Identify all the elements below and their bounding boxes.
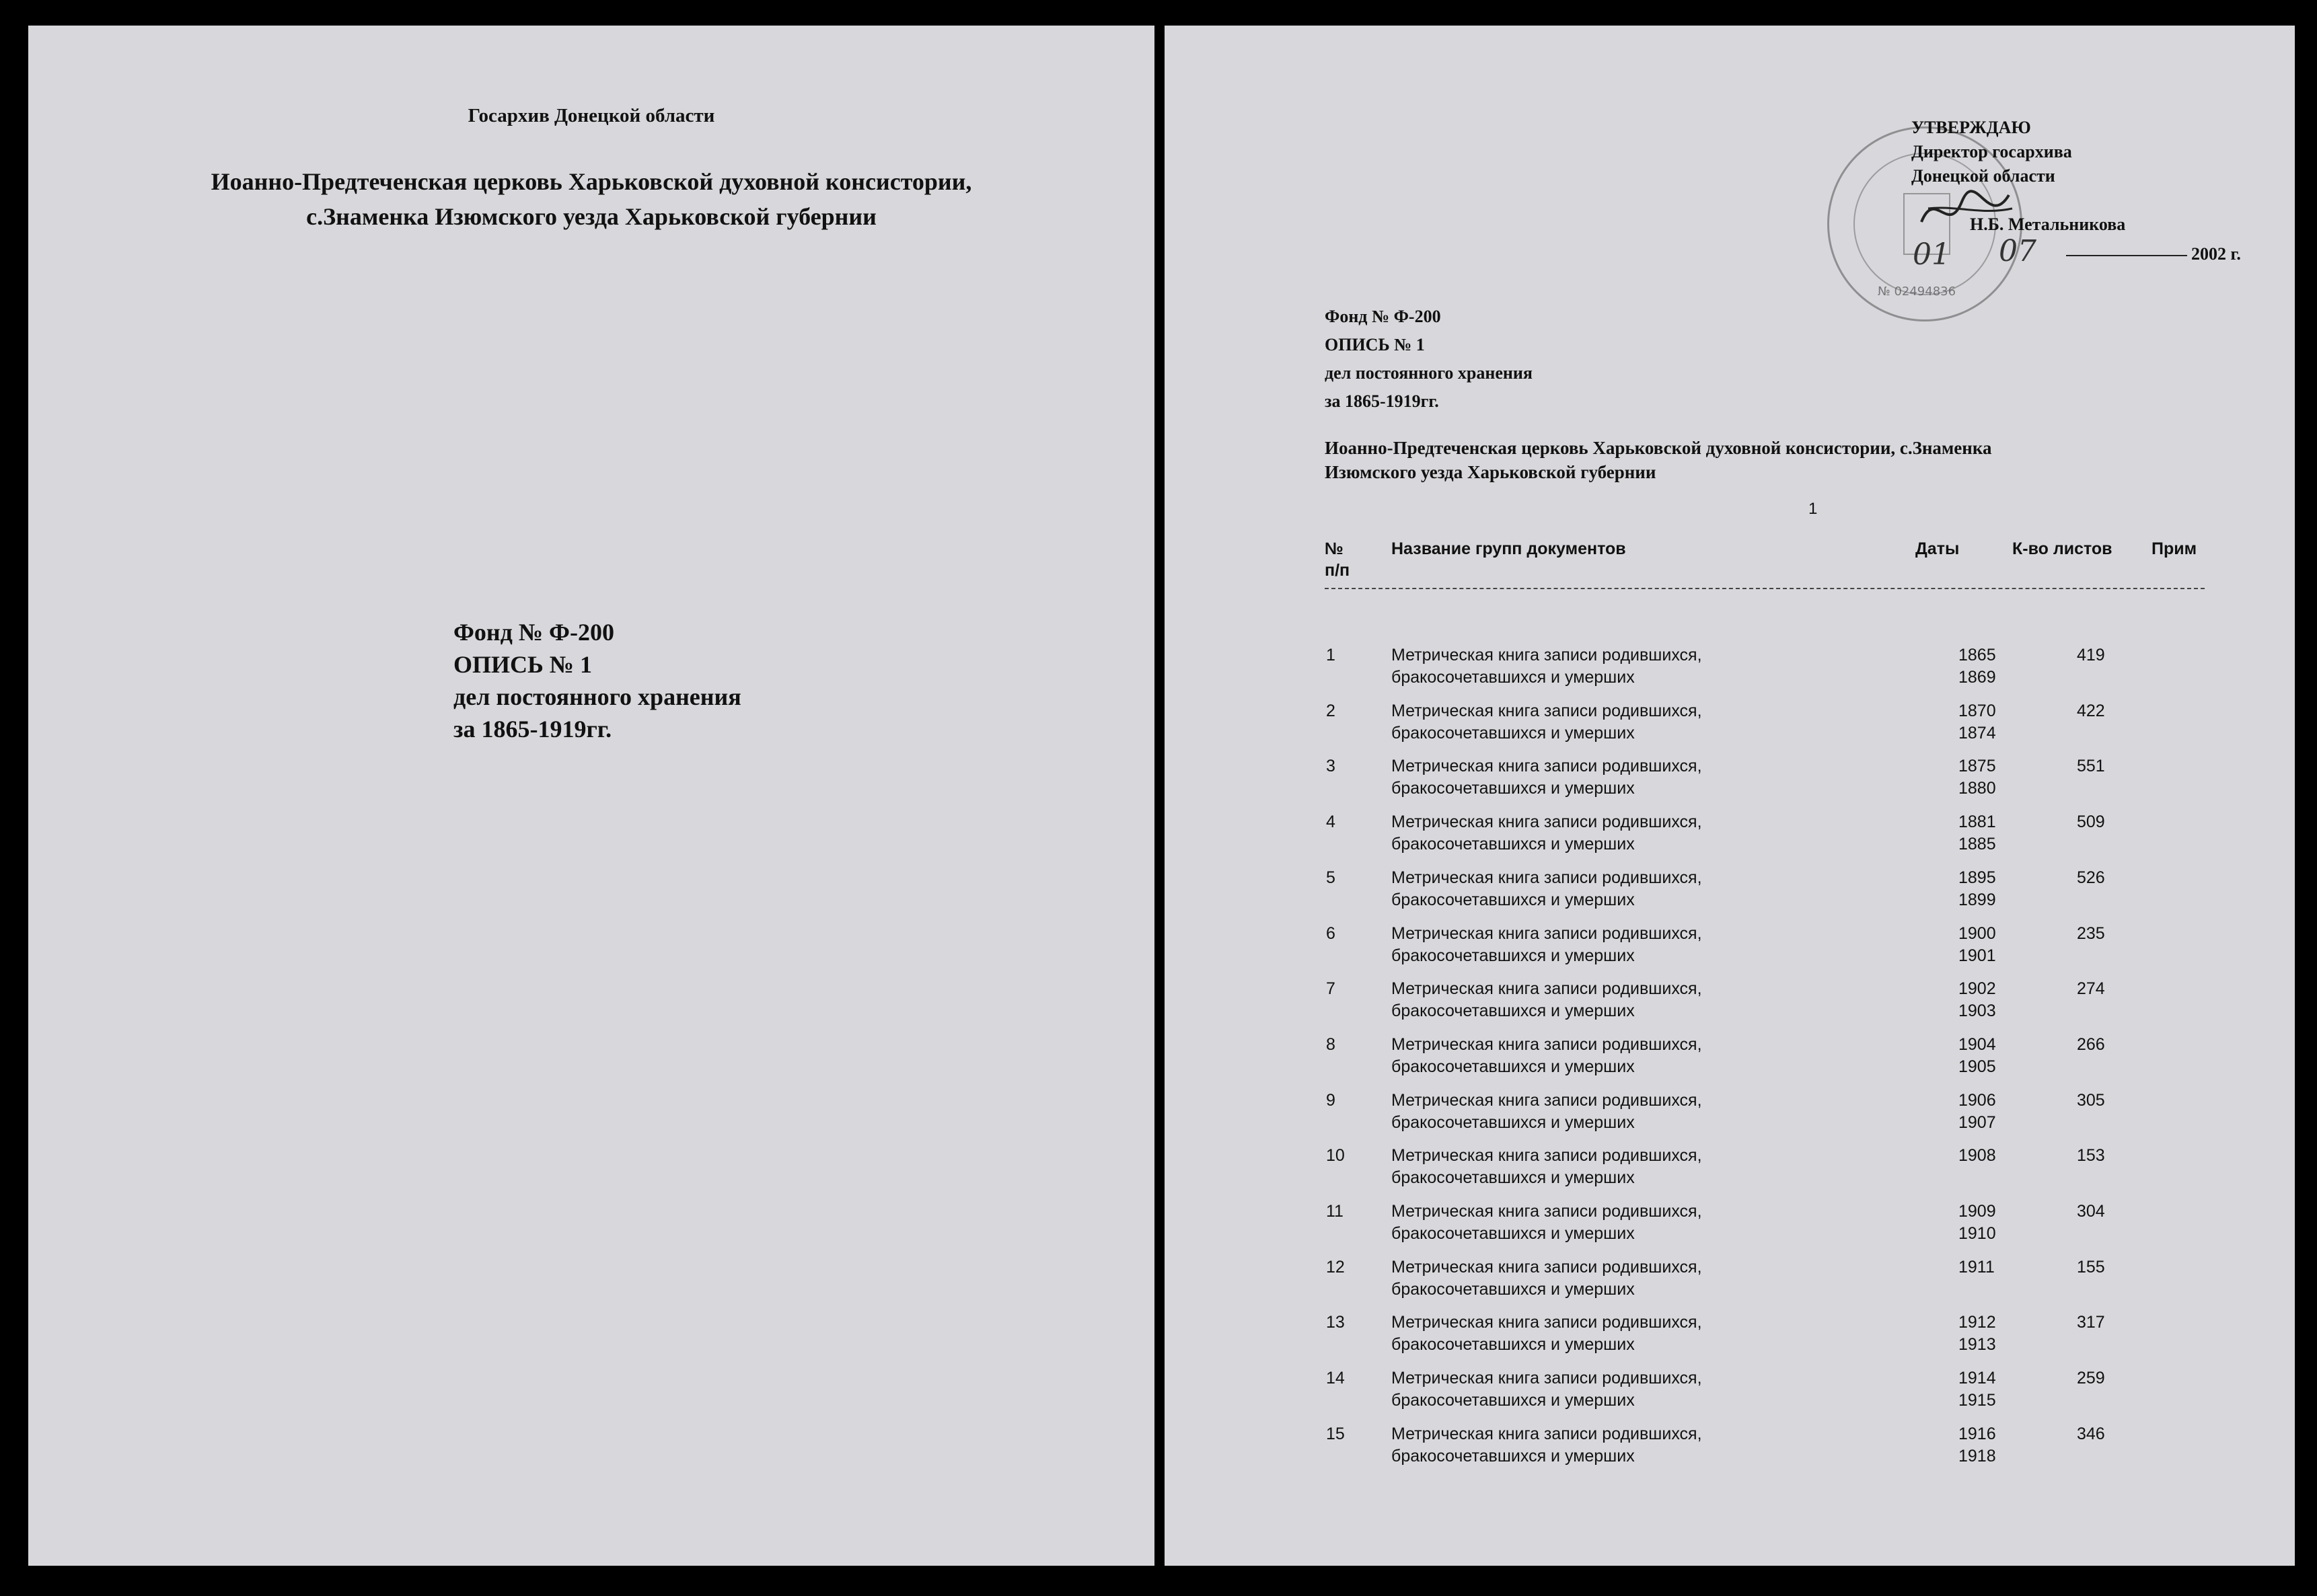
row-dates [1958,923,1996,967]
row-number: 8 [1326,1034,1335,1054]
row-sheets: 346 [2077,1424,2105,1443]
row-number: 4 [1326,812,1335,832]
row-dates [1958,811,1996,856]
row-title-line1: Метрическая книга записи родившихся, [1391,757,1702,776]
row-date-start: 1909 [1958,1202,1996,1221]
row-dates [1958,755,1996,800]
row-dates [1958,1034,1996,1078]
handwritten-signature [1915,182,2016,242]
row-date-end: 1905 [1958,1057,1996,1076]
header-num-line2: п/п [1325,561,1350,580]
row-number: 10 [1326,1146,1345,1166]
row-date-end: 1874 [1958,723,1996,743]
row-title [1391,1312,1808,1356]
row-title-line1: Метрическая книга записи родившихся, [1391,868,1702,887]
handwritten-month: 07 [1999,234,2036,268]
row-title-line1: Метрическая книга записи родившихся, [1391,1313,1702,1332]
table-row [1165,1256,2295,1312]
row-number: 3 [1326,757,1335,776]
row-number: 14 [1326,1369,1345,1388]
organization-title-right-line2: Изюмского уезда Харьковской губернии [1325,462,1656,482]
row-title-line2: бракосочетавшихся и умерших [1391,1001,1635,1021]
row-title-line2: бракосочетавшихся и умерших [1391,1446,1635,1466]
row-dates [1958,1145,1996,1167]
organization-title-right-line1: Иоанно-Предтеченская церковь Харьковской духовной консистории, с.Знаменка [1325,438,1992,458]
row-title-line1: Метрическая книга записи родившихся, [1391,701,1702,720]
row-date-end: 1910 [1958,1224,1996,1243]
row-date-start: 1900 [1958,923,1996,943]
row-date-start: 1904 [1958,1034,1996,1054]
row-date-end: 1907 [1958,1112,1996,1132]
header-title: Название групп документов [1391,539,1626,558]
row-date-start: 1881 [1958,812,1996,832]
table-row [1165,1034,2295,1089]
row-date-end: 1918 [1958,1446,1996,1466]
row-sheets: 153 [2077,1146,2105,1166]
row-title [1391,1423,1808,1468]
row-dates [1958,644,1996,689]
row-sheets: 235 [2077,923,2105,943]
row-title-line2: бракосочетавшихся и умерших [1391,835,1635,854]
table-row [1165,1423,2295,1478]
row-sheets: 509 [2077,812,2105,832]
row-title-line2: бракосочетавшихся и умерших [1391,1391,1635,1410]
organization-title-right [1325,436,2199,484]
row-title-line1: Метрическая книга записи родившихся, [1391,812,1702,832]
row-date-start: 1875 [1958,757,1996,776]
row-title [1391,1145,1808,1189]
table-row [1165,867,2295,922]
row-date-start: 1911 [1958,1257,1995,1277]
approval-title: УТВЕРЖДАЮ [1911,118,2031,137]
row-title-line1: Метрическая книга записи родившихся, [1391,646,1702,664]
left-page [28,26,1154,1566]
row-title-line2: бракосочетавшихся и умерших [1391,1112,1635,1132]
fond-number-right: Фонд № Ф-200 [1325,307,1441,326]
table-row [1165,811,2295,866]
row-date-start: 1870 [1958,701,1996,720]
header-divider [1325,588,2205,589]
row-date-end: 1901 [1958,946,1996,965]
table-row [1165,923,2295,978]
row-title [1391,1367,1808,1412]
approval-name: Н.Б. Метальникова [1970,215,2126,234]
row-date-end: 1885 [1958,835,1996,854]
table-row [1165,1312,2295,1367]
row-title-line2: бракосочетавшихся и умерших [1391,1279,1635,1299]
row-title [1391,700,1808,745]
organization-title-line1: Иоанно-Предтеченская церковь Харьковской духовной консистории, [211,168,972,195]
storage-type-right: дел постоянного хранения [1325,363,1533,383]
row-date-start: 1914 [1958,1369,1996,1388]
opis-number-right: ОПИСЬ № 1 [1325,335,1425,354]
row-sheets: 422 [2077,701,2105,720]
row-title-line1: Метрическая книга записи родившихся, [1391,923,1702,943]
row-number: 5 [1326,868,1335,887]
row-date-start: 1865 [1958,646,1996,664]
approval-position-line2: Донецкой области [1911,166,2055,186]
row-number: 9 [1326,1090,1335,1110]
header-num-line1: № [1325,539,1344,558]
header-dates: Даты [1915,539,1960,558]
period-right: за 1865-1919гг. [1325,391,1439,411]
row-sheets: 526 [2077,868,2105,887]
row-dates [1958,1312,1996,1356]
row-dates [1958,1201,1996,1245]
row-sheets: 304 [2077,1202,2105,1221]
row-sheets: 259 [2077,1369,2105,1388]
row-title [1391,755,1808,800]
fond-number: Фонд № Ф-200 [453,619,614,646]
row-date-start: 1912 [1958,1313,1996,1332]
fond-block-right [1325,303,1533,416]
table-row [1165,700,2295,755]
header-sheets: К-во листов [2012,539,2112,558]
row-sheets: 155 [2077,1257,2105,1277]
row-number: 6 [1326,923,1335,943]
row-title [1391,923,1808,967]
row-date-start: 1895 [1958,868,1996,887]
row-number: 15 [1326,1424,1345,1443]
table-row [1165,978,2295,1033]
row-title-line2: бракосочетавшихся и умерших [1391,723,1635,743]
table-row [1165,755,2295,810]
row-title-line2: бракосочетавшихся и умерших [1391,779,1635,798]
row-dates [1958,1256,1995,1279]
row-title-line1: Метрическая книга записи родившихся, [1391,1090,1702,1110]
row-number: 1 [1326,646,1335,664]
storage-type: дел постоянного хранения [453,683,741,710]
row-number: 12 [1326,1257,1345,1277]
organization-title-line2: с.Знаменка Изюмского уезда Харьковской губернии [306,203,877,230]
row-number: 2 [1326,701,1335,720]
row-dates [1958,1367,1996,1412]
row-title-line2: бракосочетавшихся и умерших [1391,668,1635,687]
row-title-line2: бракосочетавшихся и умерших [1391,890,1635,909]
approval-date-line [1911,242,2241,266]
seal-number: № 02494836 [1878,284,1956,299]
row-title [1391,644,1808,689]
row-dates [1958,978,1996,1022]
approval-position-line1: Директор госархива [1911,142,2072,161]
organization-title [28,164,1154,234]
row-sheets: 305 [2077,1090,2105,1110]
row-title-line1: Метрическая книга записи родившихся, [1391,979,1702,999]
row-date-start: 1916 [1958,1424,1996,1443]
opis-number: ОПИСЬ № 1 [453,651,592,678]
fond-block [453,616,741,745]
table-row [1165,644,2295,699]
handwritten-day: 01 [1913,237,1950,272]
table-row [1165,1145,2295,1200]
row-date-end: 1899 [1958,890,1996,909]
row-title-line2: бракосочетавшихся и умерших [1391,946,1635,965]
row-sheets: 274 [2077,979,2105,999]
right-page [1165,26,2295,1566]
table-row [1165,1367,2295,1422]
row-number: 7 [1326,979,1335,999]
approval-date-year: 2002 г. [2191,244,2241,264]
row-title [1391,1090,1808,1134]
row-number: 13 [1326,1313,1345,1332]
row-date-start: 1902 [1958,979,1996,999]
row-sheets: 317 [2077,1313,2105,1332]
row-title-line2: бракосочетавшихся и умерших [1391,1057,1635,1076]
page-number: 1 [1808,500,1818,518]
row-date-end: 1869 [1958,668,1996,687]
row-title-line2: бракосочетавшихся и умерших [1391,1168,1635,1188]
row-title-line1: Метрическая книга записи родившихся, [1391,1146,1702,1166]
row-title-line1: Метрическая книга записи родившихся, [1391,1369,1702,1388]
row-date-end: 1903 [1958,1001,1996,1021]
row-title-line1: Метрическая книга записи родившихся, [1391,1034,1702,1054]
archive-name: Госархив Донецкой области [468,105,715,126]
date-underline [2066,255,2187,256]
row-date-end: 1913 [1958,1335,1996,1355]
header-note: Прим [2152,539,2197,558]
row-dates [1958,700,1996,745]
row-date-start: 1906 [1958,1090,1996,1110]
row-title-line1: Метрическая книга записи родившихся, [1391,1257,1702,1277]
row-title [1391,811,1808,856]
table-row [1165,1090,2295,1145]
row-number: 11 [1326,1202,1344,1221]
row-date-end: 1915 [1958,1391,1996,1410]
row-title [1391,1034,1808,1078]
row-sheets: 551 [2077,757,2105,776]
row-date-end: 1880 [1958,779,1996,798]
row-date-start: 1908 [1958,1146,1996,1166]
row-title [1391,1256,1808,1301]
header-num [1325,538,1350,581]
row-dates [1958,867,1996,911]
period: за 1865-1919гг. [453,716,612,743]
row-sheets: 266 [2077,1034,2105,1054]
row-title [1391,978,1808,1022]
row-sheets: 419 [2077,646,2105,664]
row-dates [1958,1423,1996,1468]
row-title [1391,867,1808,911]
row-dates [1958,1090,1996,1134]
row-title-line1: Метрическая книга записи родившихся, [1391,1424,1702,1443]
row-title-line2: бракосочетавшихся и умерших [1391,1224,1635,1243]
row-title [1391,1201,1808,1245]
row-title-line1: Метрическая книга записи родившихся, [1391,1202,1702,1221]
table-row [1165,1201,2295,1256]
row-title-line2: бракосочетавшихся и умерших [1391,1335,1635,1355]
